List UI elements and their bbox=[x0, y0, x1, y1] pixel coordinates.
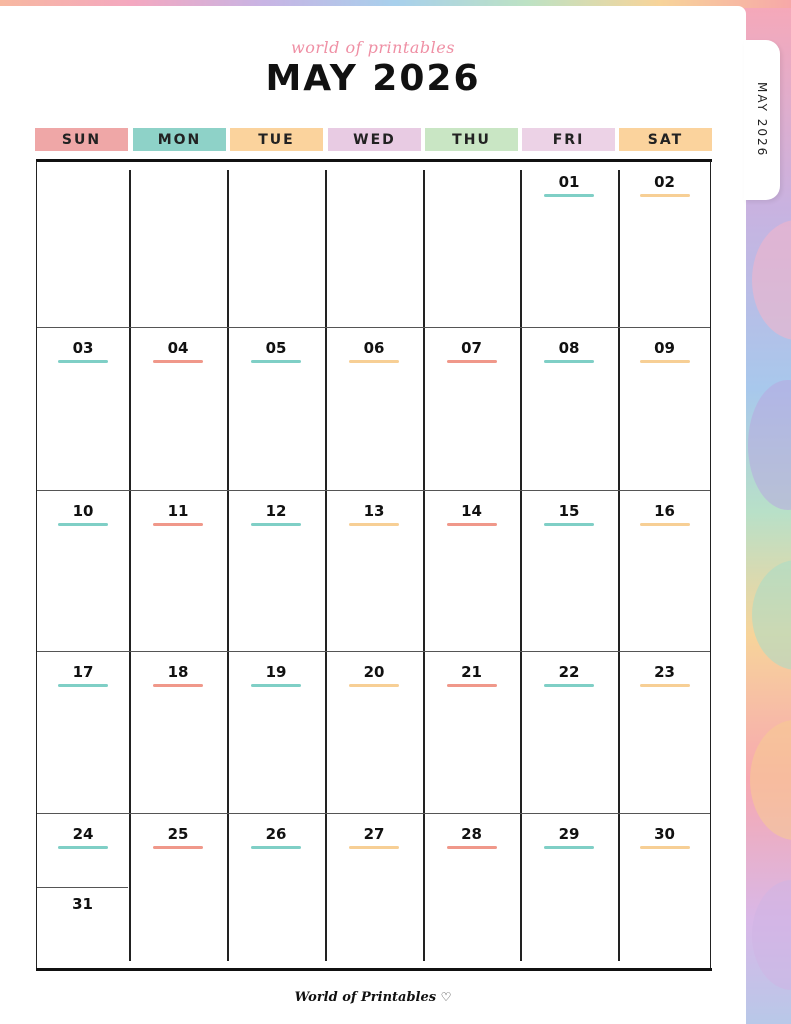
day-number: 25 bbox=[167, 825, 189, 843]
watercolor-blob bbox=[752, 560, 791, 670]
day-cell[interactable] bbox=[227, 502, 325, 542]
day-number: 29 bbox=[558, 825, 580, 843]
day-underline bbox=[58, 360, 108, 363]
day-number: 11 bbox=[167, 502, 189, 520]
day-number: 20 bbox=[363, 663, 385, 681]
day-cell[interactable] bbox=[423, 825, 520, 865]
day-cell[interactable] bbox=[618, 502, 711, 542]
day-underline bbox=[251, 360, 301, 363]
day-cell[interactable] bbox=[37, 663, 129, 703]
day-number: 12 bbox=[265, 502, 287, 520]
day-number: 05 bbox=[265, 339, 287, 357]
row-divider bbox=[37, 651, 710, 652]
day-cell[interactable] bbox=[129, 663, 227, 703]
weekday-header-thu: THU bbox=[425, 128, 518, 151]
day-underline bbox=[58, 684, 108, 687]
day-cell[interactable] bbox=[520, 825, 618, 865]
day-cell[interactable] bbox=[520, 173, 618, 213]
day-underline bbox=[640, 846, 690, 849]
day-underline bbox=[544, 684, 594, 687]
day-number: 24 bbox=[72, 825, 94, 843]
day-number: 18 bbox=[167, 663, 189, 681]
day-underline bbox=[447, 846, 497, 849]
day-underline bbox=[58, 523, 108, 526]
day-cell[interactable] bbox=[325, 502, 423, 542]
day-number: 07 bbox=[461, 339, 482, 357]
watercolor-blob bbox=[752, 220, 791, 340]
day-underline bbox=[640, 194, 690, 197]
day-number: 19 bbox=[265, 663, 287, 681]
day-number: 22 bbox=[558, 663, 580, 681]
day-number: 28 bbox=[461, 825, 482, 843]
row-divider bbox=[37, 813, 710, 814]
day-number: 21 bbox=[461, 663, 482, 681]
day-number: 16 bbox=[654, 502, 675, 520]
day-underline bbox=[544, 360, 594, 363]
day-underline bbox=[349, 523, 399, 526]
day-underline bbox=[349, 846, 399, 849]
weekday-header-fri: FRI bbox=[522, 128, 615, 151]
watercolor-blob bbox=[748, 380, 791, 510]
day-number: 13 bbox=[363, 502, 385, 520]
day-cell[interactable] bbox=[423, 502, 520, 542]
grid-top-rule bbox=[36, 159, 712, 162]
day-number: 04 bbox=[167, 339, 189, 357]
day-underline bbox=[251, 846, 301, 849]
watercolor-blob bbox=[750, 720, 791, 840]
day-number: 01 bbox=[558, 173, 580, 191]
day-cell[interactable] bbox=[227, 663, 325, 703]
day-number: 26 bbox=[265, 825, 287, 843]
day-number: 06 bbox=[363, 339, 385, 357]
row-divider bbox=[37, 327, 710, 328]
weekday-header-sun: SUN bbox=[35, 128, 128, 151]
day-number: 03 bbox=[72, 339, 94, 357]
day-cell[interactable] bbox=[37, 339, 129, 379]
day-cell[interactable] bbox=[423, 663, 520, 703]
day-cell[interactable] bbox=[520, 502, 618, 542]
day-underline bbox=[640, 360, 690, 363]
day-number: 15 bbox=[558, 502, 580, 520]
month-side-tab[interactable] bbox=[744, 40, 780, 200]
day-cell[interactable] bbox=[227, 825, 325, 865]
brand-footer-text: World of Printables bbox=[294, 990, 437, 1005]
day-cell[interactable] bbox=[618, 339, 711, 379]
day-number: 09 bbox=[654, 339, 675, 357]
month-title: MAY 2026 bbox=[265, 58, 481, 99]
day-cell[interactable] bbox=[325, 339, 423, 379]
day-cell[interactable] bbox=[325, 825, 423, 865]
weekday-header-tue: TUE bbox=[230, 128, 323, 151]
day-cell[interactable] bbox=[423, 339, 520, 379]
heart-icon: ♡ bbox=[440, 990, 452, 1004]
weekday-header-sat: SAT bbox=[619, 128, 712, 151]
day-cell[interactable] bbox=[37, 895, 128, 925]
day-underline bbox=[153, 360, 203, 363]
day-underline bbox=[153, 523, 203, 526]
weekday-header-wed: WED bbox=[328, 128, 421, 151]
day-underline bbox=[58, 846, 108, 849]
day-cell[interactable] bbox=[325, 663, 423, 703]
day-number: 10 bbox=[72, 502, 94, 520]
day-underline bbox=[544, 194, 594, 197]
day-number: 08 bbox=[558, 339, 580, 357]
day-cell[interactable] bbox=[520, 339, 618, 379]
day-underline bbox=[251, 684, 301, 687]
day-underline bbox=[349, 360, 399, 363]
weekday-header-mon: MON bbox=[133, 128, 226, 151]
grid-bottom-rule bbox=[36, 968, 712, 971]
brand-footer bbox=[0, 990, 746, 1005]
day-underline bbox=[447, 360, 497, 363]
day-number: 17 bbox=[72, 663, 94, 681]
day-number: 27 bbox=[363, 825, 385, 843]
day-underline bbox=[153, 846, 203, 849]
day-cell[interactable] bbox=[520, 663, 618, 703]
day-cell[interactable] bbox=[37, 825, 129, 865]
split-cell-divider bbox=[37, 887, 128, 888]
day-cell[interactable] bbox=[129, 339, 227, 379]
brand-script-header: world of printables bbox=[291, 38, 455, 57]
day-cell[interactable] bbox=[618, 663, 711, 703]
row-divider bbox=[37, 490, 710, 491]
day-cell[interactable] bbox=[618, 173, 711, 213]
day-cell[interactable] bbox=[129, 825, 227, 865]
day-cell[interactable] bbox=[129, 502, 227, 542]
day-number: 14 bbox=[461, 502, 482, 520]
day-number: 31 bbox=[72, 895, 93, 913]
day-underline bbox=[447, 684, 497, 687]
day-underline bbox=[544, 523, 594, 526]
day-number: 30 bbox=[654, 825, 675, 843]
day-cell[interactable] bbox=[37, 502, 129, 542]
day-underline bbox=[544, 846, 594, 849]
day-underline bbox=[251, 523, 301, 526]
day-underline bbox=[153, 684, 203, 687]
day-underline bbox=[349, 684, 399, 687]
day-cell[interactable] bbox=[227, 339, 325, 379]
day-cell[interactable] bbox=[618, 825, 711, 865]
day-number: 23 bbox=[654, 663, 675, 681]
day-number: 02 bbox=[654, 173, 675, 191]
day-underline bbox=[640, 523, 690, 526]
day-underline bbox=[447, 523, 497, 526]
side-tab-label: MAY 2026 bbox=[755, 82, 769, 158]
watercolor-blob bbox=[752, 880, 791, 990]
day-underline bbox=[640, 684, 690, 687]
